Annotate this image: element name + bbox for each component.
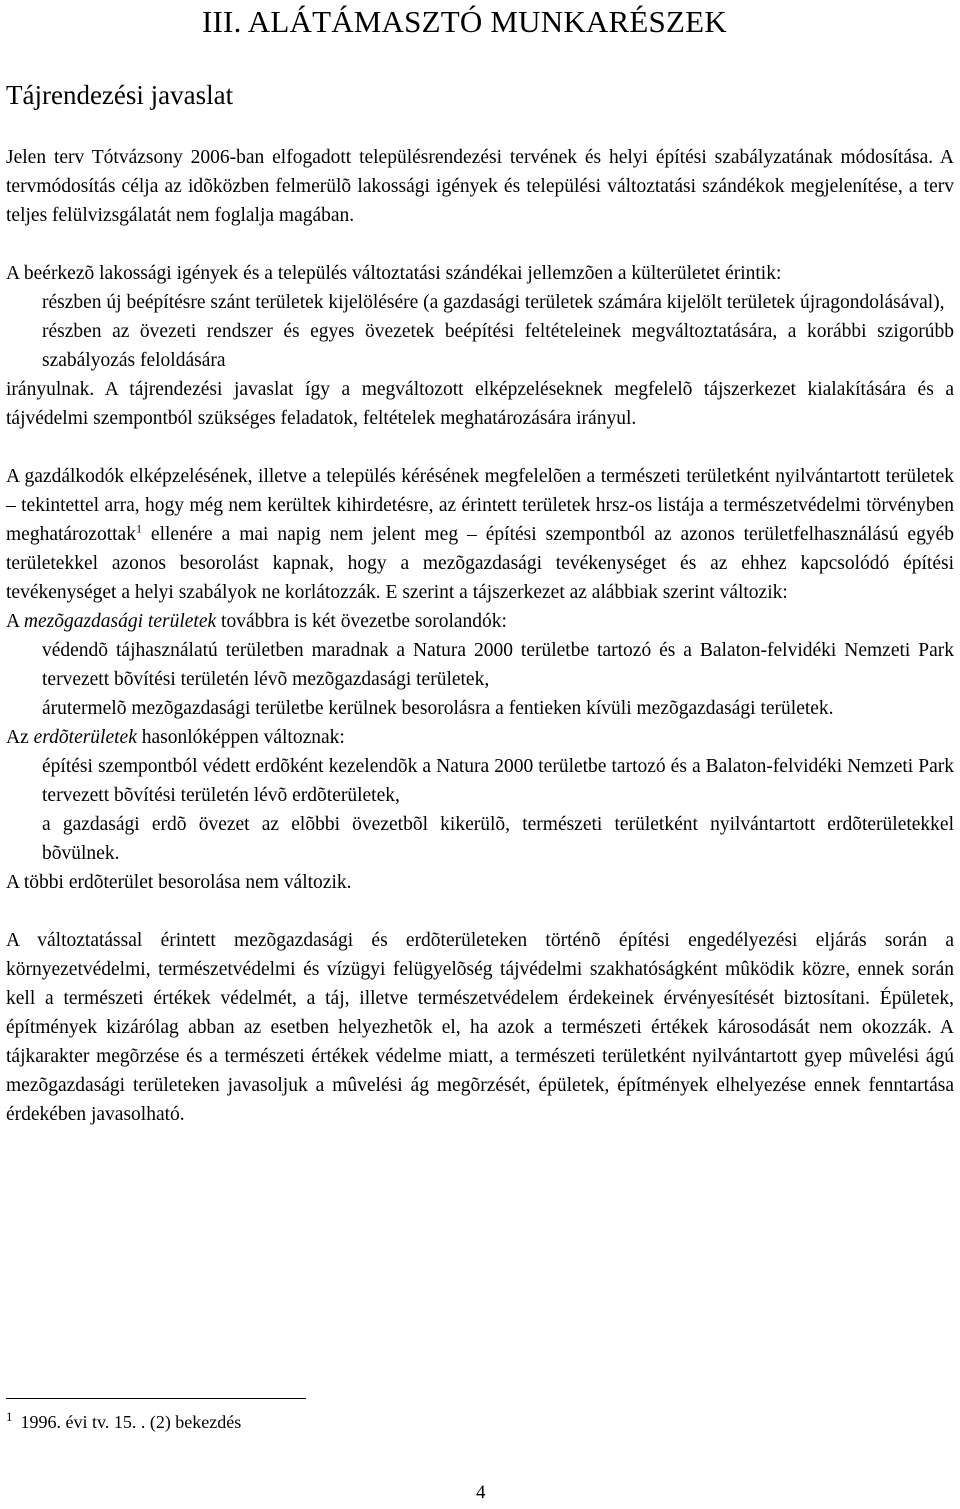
footnote-text: 1996. évi tv. 15. . (2) bekezdés — [20, 1412, 242, 1432]
list-item — [6, 810, 954, 868]
agricultural-heading — [6, 607, 954, 636]
list-item-text: árutermelõ mezõgazdasági területbe kerülnek besorolásra a fentieken kívüli mezõgazdasági területek. — [42, 698, 834, 719]
document-body — [6, 143, 954, 1129]
intro-paragraph: Jelen terv Tótvázsony 2006-ban elfogadott településrendezési tervének és helyi építési szabályzatának módosítása. A tervmódosítás célja az idõközben felmerülõ lakossági igények és települési változtatási szándékok megjelenítése, a terv teljes felülvizsgálatát nem foglalja magában. — [6, 147, 954, 226]
list-item — [6, 288, 954, 317]
footnote-reference: 1 — [135, 521, 142, 536]
bullet-icon — [6, 759, 18, 775]
requests-outro: irányulnak. A tájrendezési javaslat így a megváltozott elképzeléseknek megfelelõ tájszerkezet kialakítására és a tájvédelmi szempontból szükséges feladatok, feltételek meghatározására irányul. — [6, 379, 954, 429]
agricultural-term: mezõgazdasági területek — [23, 611, 217, 632]
forest-closing: A többi erdõterület besorolása nem változik. — [6, 872, 352, 893]
agricultural-list — [6, 636, 954, 723]
list-item-text: részben új beépítésre szánt területek kijelölésére (a gazdasági területek számára kijelölt területek újragondolásával), — [42, 292, 945, 313]
list-item — [6, 317, 954, 375]
forest-tail: hasonlóképpen változnak: — [136, 727, 345, 748]
footnote-divider — [6, 1398, 306, 1399]
page-number: 4 — [476, 1482, 486, 1503]
bullet-icon — [6, 643, 18, 659]
forest-heading — [6, 723, 954, 752]
landscape-paragraph — [6, 462, 954, 607]
list-item — [6, 694, 954, 723]
bullet-icon — [6, 817, 18, 833]
list-item-text: építési szempontból védett erdõként kezelendõk a Natura 2000 területbe tartozó és a Balaton-felvidéki Nemzeti Park tervezett bõvítési területén lévõ erdõterületek, — [42, 756, 954, 806]
section-title: Tájrendezési javaslat — [6, 80, 234, 110]
bullet-icon — [6, 295, 18, 311]
forest-term: erdõterületek — [33, 727, 137, 748]
list-item-text: a gazdasági erdõ övezet az elõbbi övezetbõl kikerülõ, természeti területként nyilvántartott erdõterületekkel bõvülnek. — [42, 814, 954, 864]
landscape-text-b: ellenére a mai napig nem jelent meg – építési szempontból az azonos területfelhasználású egyéb területekkel azonos besorolást kapnak, hogy a mezõgazdasági tevékenységet és az ehhez kapcsolódó építési tevékenységet a helyi szabályok ne korlátozzák. E szerint a tájszerkezet az alábbiak szerint változik: — [6, 524, 954, 603]
agricultural-lead: A — [6, 611, 24, 632]
requests-list — [6, 288, 954, 375]
footnote — [6, 1409, 242, 1433]
bullet-icon — [6, 701, 18, 717]
list-item — [6, 636, 954, 694]
list-item — [6, 752, 954, 810]
agricultural-tail: továbbra is két övezetbe sorolandók: — [216, 611, 507, 632]
bullet-icon — [6, 324, 18, 340]
forest-lead: Az — [6, 727, 34, 748]
landscape-text-a: A gazdálkodók elképzelésének, illetve a település kérésének megfelelõen a természeti területként nyilvántartott területek – tekintettel arra, hogy még nem kerültek kihirdetésre, az érintett területek hrsz-os listája a természetvédelmi törvényben meghatározottak — [6, 466, 954, 545]
forest-list — [6, 752, 954, 868]
footnote-number: 1 — [6, 1409, 13, 1424]
list-item-text: részben az övezeti rendszer és egyes övezetek beépítési feltételeinek megváltoztatására, a korábbi szigorúbb szabályozás feloldására — [42, 321, 954, 371]
permitting-paragraph: A változtatással érintett mezõgazdasági és erdõterületeken történõ építési engedélyezési eljárás során a környezetvédelmi, természetvédelmi és vízügyi felügyelõség tájvédelmi szakhatóságként mûködik közre, ennek során kell a természeti értékek védelmét, a táj, illetve természetvédelem érdekeinek érvényesítését biztosítani. Épületek, építmények kizárólag abban az esetben helyezhetõk el, ha azok a természeti értékek károsodását nem okozzák. A tájkarakter megõrzése és a természeti értékek védelme miatt, a természeti területként nyilvántartott gyep mûvelési ágú mezõgazdasági területeken javasoljuk a mûvelési ág megõrzését, épületek, építmények elhelyezése ennek fenntartása érdekében javasolható. — [6, 930, 954, 1125]
document-title: III. ALÁTÁMASZTÓ MUNKARÉSZEK — [202, 4, 727, 39]
requests-intro: A beérkezõ lakossági igények és a település változtatási szándékai jellemzõen a külterületet érintik: — [6, 263, 782, 284]
list-item-text: védendõ tájhasználatú területben maradnak a Natura 2000 területbe tartozó és a Balaton-felvidéki Nemzeti Park tervezett bõvítési területén lévõ mezõgazdasági területek, — [42, 640, 954, 690]
